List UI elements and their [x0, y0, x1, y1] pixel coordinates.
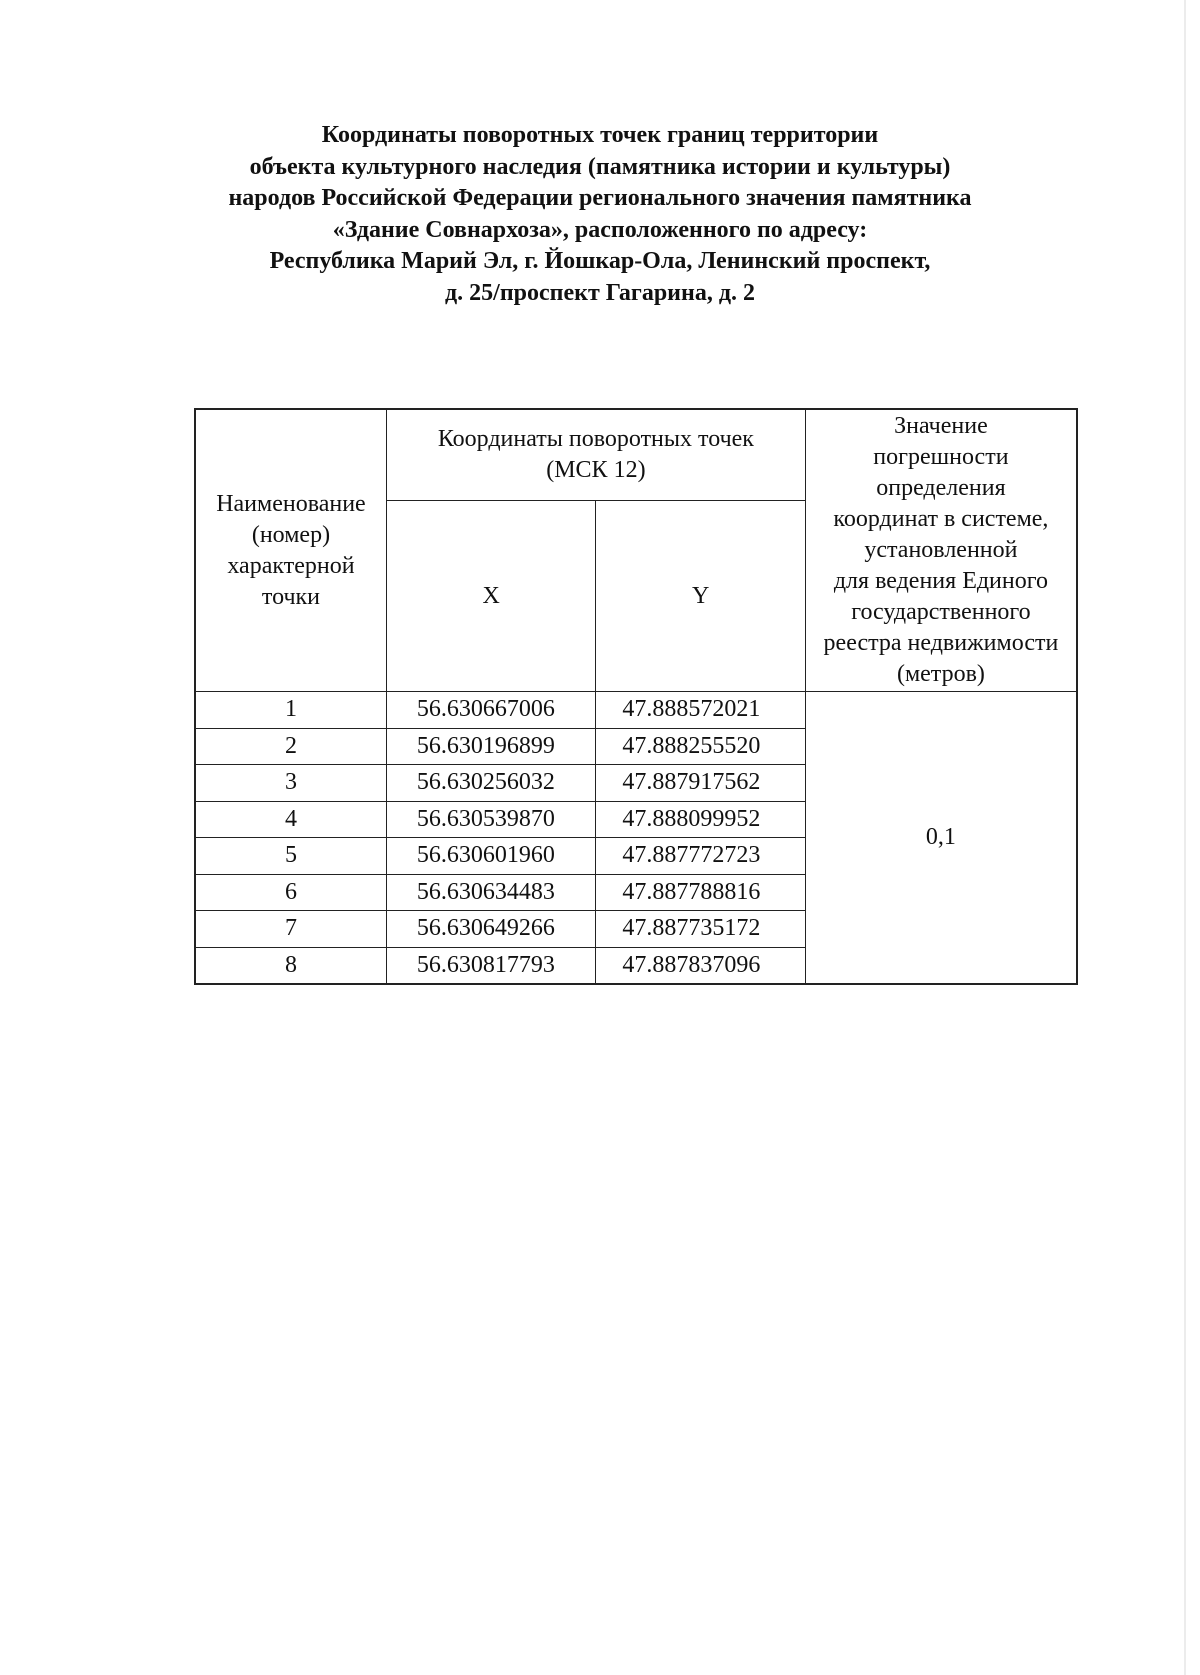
x-value: 56.630539870	[386, 801, 595, 838]
header-line: государственного	[851, 599, 1031, 625]
title-line: «Здание Совнархоза», расположенного по адресу:	[332, 216, 868, 243]
header-x: X	[386, 501, 595, 692]
y-value: 47.888572021	[596, 692, 805, 729]
point-number: 8	[195, 947, 386, 984]
header-y: Y	[596, 501, 805, 692]
error-value: 0,1	[805, 692, 1077, 985]
document-title	[0, 120, 1200, 309]
y-value: 47.888255520	[596, 728, 805, 765]
header-line: Значение	[894, 413, 988, 439]
title-line: объекта культурного наследия (памятника истории и культуры)	[249, 153, 951, 180]
y-value: 47.888099952	[596, 801, 805, 838]
point-number: 1	[195, 692, 386, 729]
x-value: 56.630649266	[386, 911, 595, 948]
header-coordinates	[386, 409, 805, 501]
header-line: установленной	[864, 537, 1018, 563]
point-number: 4	[195, 801, 386, 838]
header-line: Наименование	[216, 490, 366, 517]
header-line: (номер)	[251, 521, 331, 548]
x-value: 56.630256032	[386, 765, 595, 802]
y-value: 47.887788816	[596, 874, 805, 911]
x-value: 56.630817793	[386, 947, 595, 984]
x-value: 56.630601960	[386, 838, 595, 875]
header-line: для ведения Единого	[833, 568, 1048, 594]
y-value: 47.887772723	[596, 838, 805, 875]
point-number: 5	[195, 838, 386, 875]
header-line: реестра недвижимости	[823, 630, 1059, 656]
header-point-name	[195, 409, 386, 692]
title-line: д. 25/проспект Гагарина, д. 2	[445, 279, 755, 306]
title-line: Республика Марий Эл, г. Йошкар-Ола, Ленинский проспект,	[269, 248, 931, 274]
y-value: 47.887837096	[596, 947, 805, 984]
header-line: характерной	[227, 552, 355, 579]
header-line: определения	[876, 475, 1006, 501]
header-line: точки	[261, 583, 321, 610]
y-value: 47.887735172	[596, 911, 805, 948]
header-line: (метров)	[896, 661, 985, 687]
point-number: 3	[195, 765, 386, 802]
coordinates-table	[194, 408, 1078, 985]
point-number: 2	[195, 728, 386, 765]
header-line: (МСК 12)	[546, 457, 646, 483]
x-value: 56.630634483	[386, 874, 595, 911]
y-value: 47.887917562	[596, 765, 805, 802]
x-value: 56.630196899	[386, 728, 595, 765]
header-line: координат в системе,	[833, 506, 1049, 532]
header-error	[805, 409, 1077, 692]
header-line: Координаты поворотных точек	[437, 426, 754, 452]
x-value: 56.630667006	[386, 692, 595, 729]
point-number: 6	[195, 874, 386, 911]
point-number: 7	[195, 911, 386, 948]
table-row	[195, 692, 1077, 729]
header-line: погрешности	[873, 444, 1009, 470]
title-line: Координаты поворотных точек границ территории	[321, 122, 879, 148]
title-line: народов Российской Федерации регионального значения памятника	[228, 185, 972, 211]
